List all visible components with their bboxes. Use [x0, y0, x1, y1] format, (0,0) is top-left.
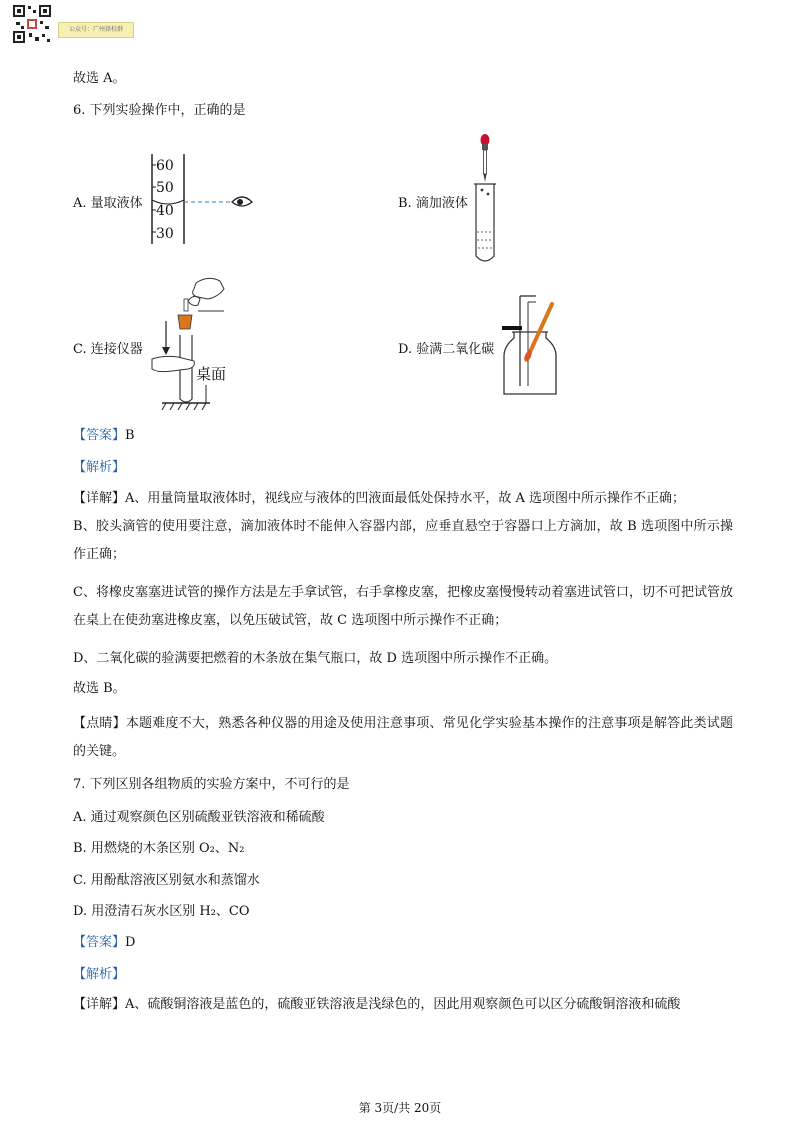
stopper-connection-figure [148, 273, 236, 413]
q6-option-d-label: D. 验满二氧化碳 [398, 342, 495, 357]
graduated-cylinder-figure [140, 150, 260, 250]
burning-stick-icon [523, 304, 552, 363]
q6-comment-tag: 【点睛】 [73, 716, 126, 731]
q7-detail-tag: 【详解】 [73, 997, 126, 1012]
q6-answer: B [125, 428, 135, 443]
holding-hand-icon [152, 356, 194, 371]
q6-detail-tag: 【详解】 [73, 491, 126, 506]
q6-answer-tag: 【答案】 [73, 428, 126, 443]
cylinder-tick-30: 30 [156, 226, 174, 242]
qr-code-icon [12, 4, 52, 44]
q6-analysis-tag: 【解析】 [73, 460, 126, 475]
q6-detail-c: C、将橡皮塞塞进试管的操作方法是左手拿试管，右手拿橡皮塞，把橡皮塞慢慢转动着塞进试管口，切不可把试管放在桌上在使劲塞进橡皮塞，以免压破试管，故 C 选项图中所示操作不正确； [73, 585, 733, 628]
dropper-icon [481, 134, 490, 182]
gas-bottle-figure [500, 290, 570, 400]
q6-conclusion: 故选 B。 [73, 681, 126, 696]
cylinder-tick-40: 40 [156, 203, 174, 219]
q7-analysis-tag: 【解析】 [73, 967, 126, 982]
dropper-test-tube-figure [468, 132, 502, 266]
q6-option-b-label: B. 滴加液体 [398, 196, 468, 211]
q7-answer-line [73, 934, 135, 952]
desk-label: 桌面 [196, 365, 227, 383]
q7-option-d: D. 用澄清石灰水区别 H₂、CO [73, 904, 250, 919]
q6-answer-line [73, 427, 135, 445]
q7-answer-tag: 【答案】 [73, 935, 126, 950]
hand-icon [188, 278, 224, 305]
promo-banner: 公众号：广州择校群 [58, 22, 134, 38]
q7-detail-a: 【详解】A、硫酸铜溶液是蓝色的，硫酸亚铁溶液是浅绿色的，因此用观察颜色可以区分硫酸铜溶液和硫酸 [73, 997, 681, 1012]
q6-detail-a: 【详解】A、用量筒量取液体时，视线应与液体的凹液面最低处保持水平，故 A 选项图中所示操作不正确； [73, 491, 686, 506]
q7-stem: 7. 下列区别各组物质的实验方案中，不可行的是 [73, 777, 350, 792]
cylinder-tick-50: 50 [156, 180, 174, 196]
q6-stem: 6. 下列实验操作中，正确的是 [73, 103, 246, 118]
q6-comment: 【点睛】本题难度不大，熟悉各种仪器的用途及使用注意事项、常见化学实验基本操作的注意事项是解答此类试题的关键。 [73, 716, 733, 759]
eye-icon [232, 197, 252, 206]
q6-detail-d: D、二氧化碳的验满要把燃着的木条放在集气瓶口，故 D 选项图中所示操作不正确。 [73, 651, 558, 666]
page-number: 第 3页/共 20页 [358, 1101, 442, 1115]
q7-option-c: C. 用酚酞溶液区别氨水和蒸馏水 [73, 873, 260, 888]
q7-option-b: B. 用燃烧的木条区别 O₂、N₂ [73, 841, 245, 856]
q6-option-a-label: A. 量取液体 [73, 196, 143, 211]
q6-detail-b: B、胶头滴管的使用要注意，滴加液体时不能伸入容器内部，应垂直悬空于容器口上方滴加，故 B 选项图中所示操作正确； [73, 519, 733, 562]
q7-option-a: A. 通过观察颜色区别硫酸亚铁溶液和稀硫酸 [73, 810, 325, 825]
cylinder-tick-60: 60 [156, 158, 174, 174]
q6-option-c-label: C. 连接仪器 [73, 342, 143, 357]
previous-conclusion: 故选 A。 [73, 71, 126, 86]
q7-answer: D [125, 935, 136, 950]
